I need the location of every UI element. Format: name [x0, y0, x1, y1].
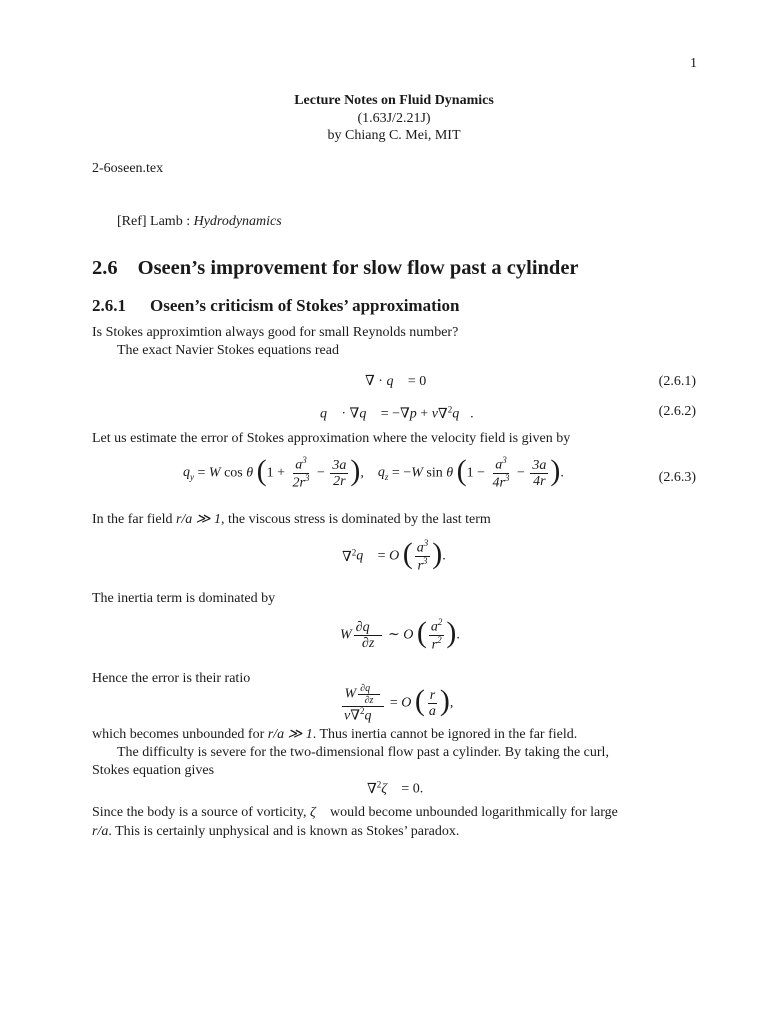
paragraph-6: Hence the error is their ratio: [92, 671, 251, 686]
equation-momentum: q⃗ · ∇q⃗ = −∇p + ν∇$^2$q⃗.: [320, 404, 474, 422]
equation-inertia-estimate: W $\frac{\partial q⃗}{\partial z}$ ∼ O ( $\frac{a^2}{r^2}$ ).: [340, 616, 460, 653]
paragraph-4-start: In the far field: [92, 512, 176, 527]
subsection-heading: [92, 296, 459, 316]
paragraph-9-line-2: [92, 824, 459, 840]
paragraph-9-start: Since the body is a source of vorticity,: [92, 805, 310, 820]
equation-vorticity: ∇$^2$ζ⃗ = 0.: [367, 779, 424, 797]
paragraph-7-end: . Thus inertia cannot be ignored in the far field.: [312, 727, 578, 742]
source-filename: 2-6oseen.tex: [92, 161, 164, 176]
paragraph-8-line-2: Stokes equation gives: [92, 763, 215, 778]
vorticity-symbol: ζ⃗: [309, 805, 327, 820]
reference-book: Hydrodynamics: [193, 214, 282, 229]
section-number: 2.6: [92, 257, 118, 279]
paragraph-3: Let us estimate the error of Stokes approximation where the velocity field is given by: [92, 431, 571, 446]
equation-velocity-field: $q_y = W$ cos θ (1 + $\frac{a^3}{2r^3}$ − $\frac{3a}{2r}$ ), $q_z = -W$ sin θ (1 − $\frac{a^3}{4r^3}$ − $\frac{3a}{4r}$ ).: [183, 454, 564, 491]
far-field-condition: r/a ≫ 1: [175, 512, 221, 527]
equation-label-3: (2.6.3): [658, 470, 696, 485]
equation-viscous-estimate: ∇$^2$q⃗ = O ( $\frac{a^3}{r^3}$ ).: [342, 537, 446, 574]
radius-ratio: r/a: [92, 824, 109, 839]
section-heading: [92, 257, 579, 281]
equation-continuity: ∇ · q⃗ = 0: [365, 374, 427, 389]
paragraph-5: The inertia term is dominated by: [92, 591, 276, 606]
paragraph-7-start: which becomes unbounded for: [92, 727, 268, 742]
unbounded-condition: r/a ≫ 1: [267, 727, 313, 742]
subsection-title: Oseen’s criticism of Stokes’ approximation: [150, 296, 460, 315]
author-line: by Chiang C. Mei, MIT: [327, 128, 461, 143]
paragraph-9-tail: . This is certainly unphysical and is known as Stokes’ paradox.: [108, 824, 460, 839]
paragraph-9-end: would become unbounded logarithmically for large: [326, 805, 618, 820]
course-code: (1.63J/2.21J): [357, 111, 431, 126]
equation-label-2: (2.6.2): [658, 404, 696, 419]
paragraph-4-end: , the viscous stress is dominated by the last term: [220, 512, 491, 527]
subsection-number: 2.6.1: [92, 296, 126, 315]
page-number: 1: [690, 56, 697, 71]
reference-line: [117, 214, 282, 230]
paragraph-9-line-1: [92, 805, 618, 821]
reference-prefix: [Ref] Lamb :: [117, 214, 194, 229]
equation-error-ratio: W $\frac{\partial q⃗}{\partial z}$ ν∇$^2$q⃗ = O ( $\frac{r}{a}$ ),: [344, 683, 454, 724]
document-title: Lecture Notes on Fluid Dynamics: [294, 93, 494, 108]
paragraph-8-line-1: The difficulty is severe for the two-dimensional flow past a cylinder. By taking the curl,: [117, 745, 609, 760]
paragraph-1: Is Stokes approximtion always good for small Reynolds number?: [92, 325, 459, 340]
paragraph-4: [92, 512, 491, 528]
equation-label-1: (2.6.1): [658, 374, 696, 389]
paragraph-2: The exact Navier Stokes equations read: [117, 343, 339, 358]
paragraph-7: [92, 727, 577, 743]
section-title: Oseen’s improvement for slow flow past a cylinder: [137, 257, 579, 279]
